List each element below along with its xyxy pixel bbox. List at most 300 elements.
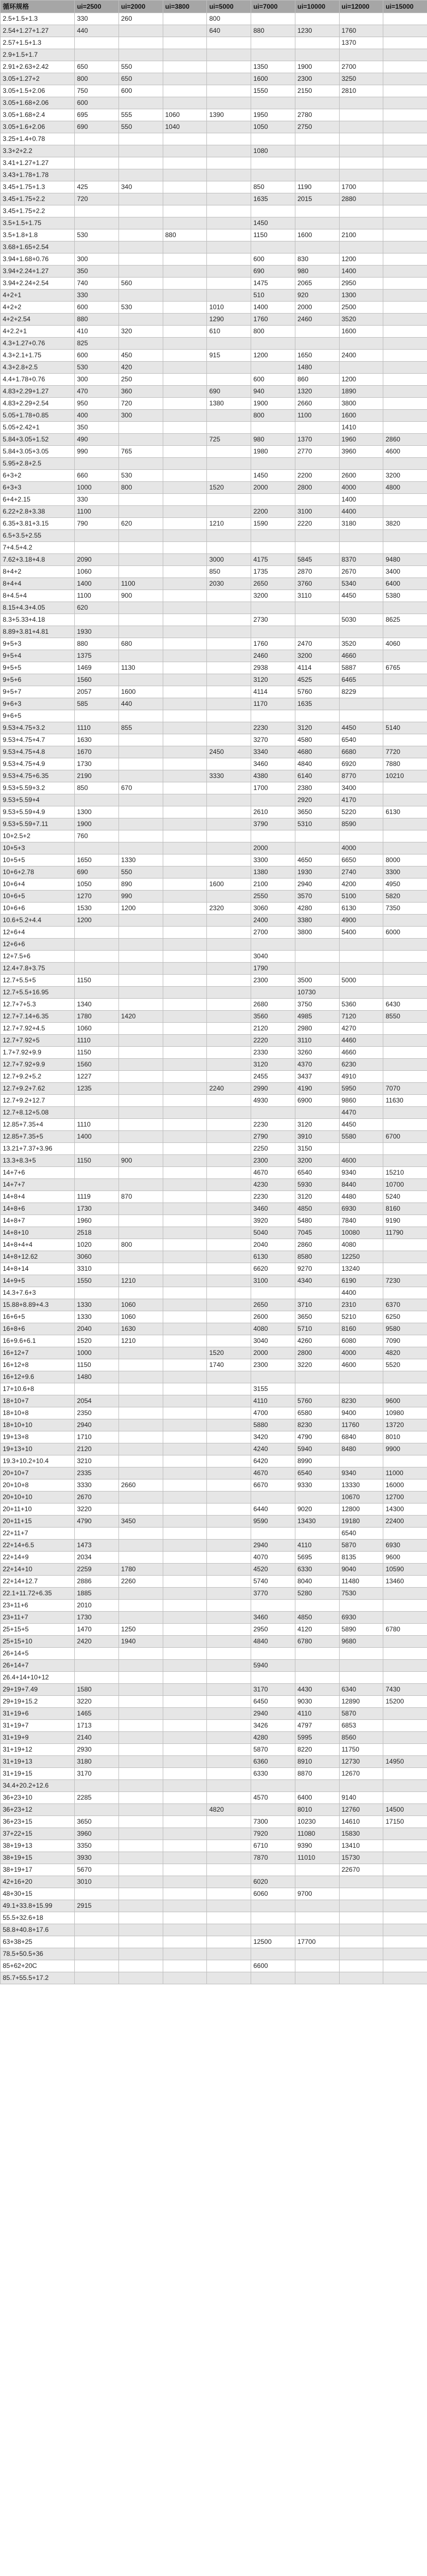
value-cell: 880 [251, 25, 295, 37]
value-cell: 1210 [118, 1335, 163, 1347]
spec-cell: 22.1+11.72+6.35 [1, 1588, 75, 1600]
value-cell [383, 61, 427, 73]
value-cell [163, 1047, 207, 1059]
value-cell [163, 1263, 207, 1275]
value-cell: 2500 [339, 302, 383, 314]
table-row [1, 734, 427, 746]
spec-cell: 6+3+2 [1, 470, 75, 482]
value-cell: 1227 [75, 1071, 119, 1083]
spec-cell: 58.8+40.8+17.6 [1, 1924, 75, 1936]
spec-cell: 12+6+4 [1, 927, 75, 939]
spec-cell: 6.22+2.8+3.38 [1, 506, 75, 518]
value-cell: 695 [75, 109, 119, 121]
table-row [1, 470, 427, 482]
value-cell [163, 1119, 207, 1131]
spec-cell: 49.1+33.8+15.99 [1, 1900, 75, 1912]
table-row [1, 1672, 427, 1684]
value-cell [207, 1131, 251, 1143]
value-cell: 8160 [383, 1203, 427, 1215]
value-cell: 7870 [251, 1852, 295, 1864]
value-cell: 2770 [295, 446, 339, 458]
value-cell: 4114 [251, 686, 295, 698]
value-cell: 7720 [383, 746, 427, 758]
value-cell: 2259 [75, 1564, 119, 1576]
value-cell [163, 1023, 207, 1035]
value-cell [207, 915, 251, 927]
value-cell: 5480 [295, 1215, 339, 1227]
table-row [1, 866, 427, 879]
value-cell [383, 830, 427, 842]
value-cell: 4110 [251, 1395, 295, 1407]
value-cell: 5220 [339, 806, 383, 818]
value-cell: 1473 [75, 1540, 119, 1552]
value-cell: 6700 [383, 1131, 427, 1143]
value-cell [163, 999, 207, 1011]
value-cell [339, 1936, 383, 1948]
value-cell [163, 1540, 207, 1552]
table-row [1, 638, 427, 650]
value-cell: 2990 [251, 1083, 295, 1095]
spec-cell: 6+3+3 [1, 482, 75, 494]
value-cell [75, 530, 119, 542]
value-cell: 5040 [251, 1227, 295, 1239]
value-cell: 14610 [339, 1816, 383, 1828]
value-cell: 3310 [75, 1263, 119, 1275]
spec-cell: 26.4+14+10+12 [1, 1672, 75, 1684]
value-cell [118, 542, 163, 554]
value-cell [207, 1467, 251, 1479]
value-cell: 600 [75, 97, 119, 109]
value-cell [383, 842, 427, 854]
value-cell: 800 [251, 326, 295, 338]
value-cell: 2190 [75, 770, 119, 782]
value-cell: 400 [75, 410, 119, 422]
value-cell: 3350 [75, 1840, 119, 1852]
value-cell: 1375 [75, 650, 119, 662]
value-cell: 990 [118, 891, 163, 903]
value-cell [207, 205, 251, 217]
spec-cell: 5.95+2.8+2.5 [1, 458, 75, 470]
value-cell: 1730 [75, 758, 119, 770]
value-cell: 2220 [295, 518, 339, 530]
value-cell: 8590 [339, 818, 383, 830]
value-cell [163, 1143, 207, 1155]
value-cell: 2065 [295, 278, 339, 290]
value-cell: 11010 [295, 1852, 339, 1864]
value-cell: 680 [118, 638, 163, 650]
value-cell [163, 1756, 207, 1768]
value-cell [207, 254, 251, 266]
spec-cell: 4.3+2.1+1.75 [1, 350, 75, 362]
table-row [1, 530, 427, 542]
value-cell: 3260 [295, 1047, 339, 1059]
value-cell [207, 422, 251, 434]
value-cell [118, 734, 163, 746]
table-row [1, 1095, 427, 1107]
table-row [1, 1119, 427, 1131]
table-row [1, 1660, 427, 1672]
value-cell: 5670 [75, 1864, 119, 1876]
value-cell: 800 [118, 482, 163, 494]
value-cell: 6140 [295, 770, 339, 782]
value-cell [207, 1287, 251, 1299]
value-cell [207, 1263, 251, 1275]
value-cell [251, 1780, 295, 1792]
value-cell: 1590 [251, 518, 295, 530]
value-cell: 19180 [339, 1516, 383, 1528]
value-cell [207, 1203, 251, 1215]
value-cell [383, 650, 427, 662]
table-row [1, 1131, 427, 1143]
value-cell [207, 133, 251, 145]
value-cell [295, 842, 339, 854]
spec-cell: 10+2.5+2 [1, 830, 75, 842]
value-cell [75, 927, 119, 939]
value-cell [75, 987, 119, 999]
value-cell: 1635 [251, 193, 295, 205]
value-cell: 6420 [251, 1455, 295, 1467]
value-cell: 12760 [339, 1804, 383, 1816]
table-row [1, 1359, 427, 1371]
value-cell [339, 217, 383, 229]
value-cell: 1350 [251, 61, 295, 73]
value-cell [383, 1383, 427, 1395]
value-cell: 800 [251, 410, 295, 422]
value-cell: 3800 [295, 927, 339, 939]
value-cell: 2000 [251, 482, 295, 494]
table-row [1, 806, 427, 818]
table-row [1, 157, 427, 169]
spec-cell: 19.3+10.2+10.4 [1, 1455, 75, 1467]
value-cell: 1960 [339, 434, 383, 446]
value-cell [383, 542, 427, 554]
value-cell: 470 [75, 386, 119, 398]
value-cell [383, 266, 427, 278]
value-cell [251, 133, 295, 145]
value-cell [251, 1371, 295, 1383]
value-cell [295, 1900, 339, 1912]
value-cell: 2150 [295, 85, 339, 97]
spec-cell: 5.05+1.78+0.85 [1, 410, 75, 422]
value-cell [75, 939, 119, 951]
value-cell: 3820 [383, 518, 427, 530]
value-cell [207, 698, 251, 710]
table-row [1, 1203, 427, 1215]
table-row [1, 891, 427, 903]
table-row [1, 626, 427, 638]
value-cell: 1450 [251, 217, 295, 229]
value-cell [383, 386, 427, 398]
value-cell: 3100 [251, 1275, 295, 1287]
value-cell: 530 [75, 229, 119, 241]
value-cell: 600 [118, 85, 163, 97]
value-cell: 2550 [251, 891, 295, 903]
value-cell: 4930 [251, 1095, 295, 1107]
value-cell: 2600 [339, 470, 383, 482]
spec-cell: 12.7+8.12+5.08 [1, 1107, 75, 1119]
value-cell [118, 602, 163, 614]
value-cell [163, 1167, 207, 1179]
value-cell: 2680 [251, 999, 295, 1011]
value-cell [207, 85, 251, 97]
table-row [1, 1900, 427, 1912]
value-cell: 3380 [295, 915, 339, 927]
value-cell [339, 458, 383, 470]
spec-cell: 29+19+7.49 [1, 1684, 75, 1696]
value-cell: 2860 [383, 434, 427, 446]
value-cell [295, 1371, 339, 1383]
value-cell: 2000 [251, 842, 295, 854]
value-cell: 13430 [295, 1516, 339, 1528]
value-cell [163, 470, 207, 482]
value-cell: 9190 [383, 1215, 427, 1227]
value-cell [118, 1696, 163, 1708]
value-cell: 1469 [75, 662, 119, 674]
value-cell: 1700 [251, 782, 295, 794]
spec-cell: 12.7+9.2+12.7 [1, 1095, 75, 1107]
value-cell [251, 1972, 295, 1984]
value-cell: 8000 [383, 854, 427, 866]
spec-cell: 12.7+9.2+5.2 [1, 1071, 75, 1083]
value-cell [163, 157, 207, 169]
value-cell [251, 169, 295, 181]
value-cell [118, 49, 163, 61]
value-cell [383, 494, 427, 506]
value-cell: 5310 [295, 818, 339, 830]
value-cell: 6780 [383, 1624, 427, 1636]
value-cell: 2650 [251, 578, 295, 590]
value-cell [251, 626, 295, 638]
value-cell [383, 1239, 427, 1251]
value-cell: 3200 [295, 1155, 339, 1167]
value-cell [163, 1624, 207, 1636]
value-cell: 4840 [295, 758, 339, 770]
value-cell [383, 710, 427, 722]
spec-cell: 14.3+7.6+3 [1, 1287, 75, 1299]
value-cell: 7120 [339, 1011, 383, 1023]
value-cell [383, 975, 427, 987]
value-cell [295, 542, 339, 554]
value-cell [295, 1972, 339, 1984]
value-cell: 1080 [251, 145, 295, 157]
value-cell [207, 830, 251, 842]
value-cell [339, 1972, 383, 1984]
value-cell: 1400 [75, 578, 119, 590]
value-cell [118, 1684, 163, 1696]
spec-cell: 9.53+4.75+6.35 [1, 770, 75, 782]
value-cell: 4900 [339, 915, 383, 927]
value-cell: 5710 [295, 1323, 339, 1335]
spec-cell: 38+19+15 [1, 1852, 75, 1864]
value-cell [163, 1888, 207, 1900]
value-cell: 1760 [251, 314, 295, 326]
value-cell: 2980 [295, 1023, 339, 1035]
value-cell [383, 422, 427, 434]
value-cell [163, 746, 207, 758]
value-cell [118, 1395, 163, 1407]
table-row [1, 85, 427, 97]
value-cell [207, 446, 251, 458]
table-row [1, 37, 427, 49]
value-cell [163, 254, 207, 266]
spec-cell: 2.57+1.5+1.3 [1, 37, 75, 49]
value-cell: 1885 [75, 1588, 119, 1600]
value-cell: 16000 [383, 1479, 427, 1492]
value-cell: 1475 [251, 278, 295, 290]
value-cell [207, 1840, 251, 1852]
value-cell [383, 1371, 427, 1383]
value-cell: 8160 [339, 1323, 383, 1335]
value-cell [207, 278, 251, 290]
value-cell: 530 [75, 362, 119, 374]
value-cell: 2300 [251, 1155, 295, 1167]
value-cell: 830 [295, 254, 339, 266]
value-cell [295, 1287, 339, 1299]
value-cell: 1020 [75, 1239, 119, 1251]
value-cell [339, 133, 383, 145]
value-cell: 2450 [207, 746, 251, 758]
value-cell [118, 1708, 163, 1720]
table-row [1, 1684, 427, 1696]
value-cell: 2950 [251, 1624, 295, 1636]
value-cell: 12730 [339, 1756, 383, 1768]
table-row [1, 1455, 427, 1467]
value-cell [295, 1492, 339, 1504]
table-row [1, 1179, 427, 1191]
table-row [1, 1708, 427, 1720]
value-cell [118, 1960, 163, 1972]
value-cell: 555 [118, 109, 163, 121]
value-cell [383, 963, 427, 975]
value-cell: 3790 [251, 818, 295, 830]
table-row [1, 61, 427, 73]
value-cell: 450 [118, 350, 163, 362]
value-cell: 2940 [75, 1419, 119, 1431]
value-cell: 2750 [295, 121, 339, 133]
value-cell [207, 1311, 251, 1323]
value-cell [118, 650, 163, 662]
value-cell: 3760 [295, 578, 339, 590]
value-cell [207, 842, 251, 854]
value-cell [163, 49, 207, 61]
value-cell [207, 1636, 251, 1648]
value-cell: 3340 [251, 746, 295, 758]
value-cell: 790 [75, 518, 119, 530]
value-cell [118, 1383, 163, 1395]
value-cell: 690 [75, 121, 119, 133]
table-row [1, 254, 427, 266]
value-cell [383, 1672, 427, 1684]
value-cell: 2700 [339, 61, 383, 73]
spec-cell: 25+15+5 [1, 1624, 75, 1636]
value-cell: 4120 [295, 1624, 339, 1636]
spec-cell: 38+19+17 [1, 1864, 75, 1876]
value-cell [118, 1948, 163, 1960]
table-row [1, 1443, 427, 1455]
value-cell [118, 1131, 163, 1143]
value-cell: 7880 [383, 758, 427, 770]
value-cell [339, 710, 383, 722]
value-cell [163, 1792, 207, 1804]
value-cell: 5695 [295, 1552, 339, 1564]
value-cell: 1060 [118, 1299, 163, 1311]
value-cell: 12800 [339, 1504, 383, 1516]
value-cell: 1980 [251, 446, 295, 458]
spec-cell: 16+8+6 [1, 1323, 75, 1335]
value-cell: 4080 [251, 1323, 295, 1335]
value-cell: 6230 [339, 1059, 383, 1071]
value-cell: 13240 [339, 1263, 383, 1275]
value-cell [295, 37, 339, 49]
value-cell [163, 614, 207, 626]
value-cell [207, 73, 251, 85]
value-cell [163, 1131, 207, 1143]
value-cell [163, 903, 207, 915]
value-cell [383, 1828, 427, 1840]
value-cell: 3200 [251, 590, 295, 602]
value-cell [251, 939, 295, 951]
table-row [1, 662, 427, 674]
value-cell: 4670 [251, 1167, 295, 1179]
value-cell [118, 422, 163, 434]
value-cell: 750 [75, 85, 119, 97]
value-cell [207, 999, 251, 1011]
value-cell [339, 1648, 383, 1660]
value-cell: 660 [75, 470, 119, 482]
value-cell [207, 37, 251, 49]
value-cell: 10700 [383, 1179, 427, 1191]
value-cell: 6465 [339, 674, 383, 686]
value-cell: 11000 [383, 1467, 427, 1479]
value-cell: 3000 [207, 554, 251, 566]
value-cell [207, 1780, 251, 1792]
value-cell [163, 566, 207, 578]
value-cell: 2860 [295, 1239, 339, 1251]
value-cell: 620 [118, 518, 163, 530]
value-cell [207, 1972, 251, 1984]
value-cell: 5940 [295, 1443, 339, 1455]
value-cell [383, 398, 427, 410]
value-cell [118, 530, 163, 542]
value-cell [163, 650, 207, 662]
value-cell: 1670 [75, 746, 119, 758]
value-cell [339, 602, 383, 614]
value-cell [207, 193, 251, 205]
table-row [1, 1924, 427, 1936]
value-cell [163, 169, 207, 181]
value-cell [383, 674, 427, 686]
value-cell: 740 [75, 278, 119, 290]
value-cell: 3420 [251, 1431, 295, 1443]
value-cell: 2250 [251, 1143, 295, 1155]
value-cell [251, 1924, 295, 1936]
value-cell [207, 1684, 251, 1696]
value-cell: 2800 [295, 1347, 339, 1359]
table-row [1, 1528, 427, 1540]
value-cell [207, 145, 251, 157]
value-cell: 2940 [295, 879, 339, 891]
value-cell [118, 1107, 163, 1119]
value-cell [383, 1744, 427, 1756]
table-row [1, 987, 427, 999]
spec-cell: 20+10+8 [1, 1479, 75, 1492]
value-cell [339, 1143, 383, 1155]
value-cell [163, 1203, 207, 1215]
value-cell: 5240 [383, 1191, 427, 1203]
table-row [1, 710, 427, 722]
value-cell [163, 842, 207, 854]
header-ui-1: ui=2500 [75, 1, 119, 13]
